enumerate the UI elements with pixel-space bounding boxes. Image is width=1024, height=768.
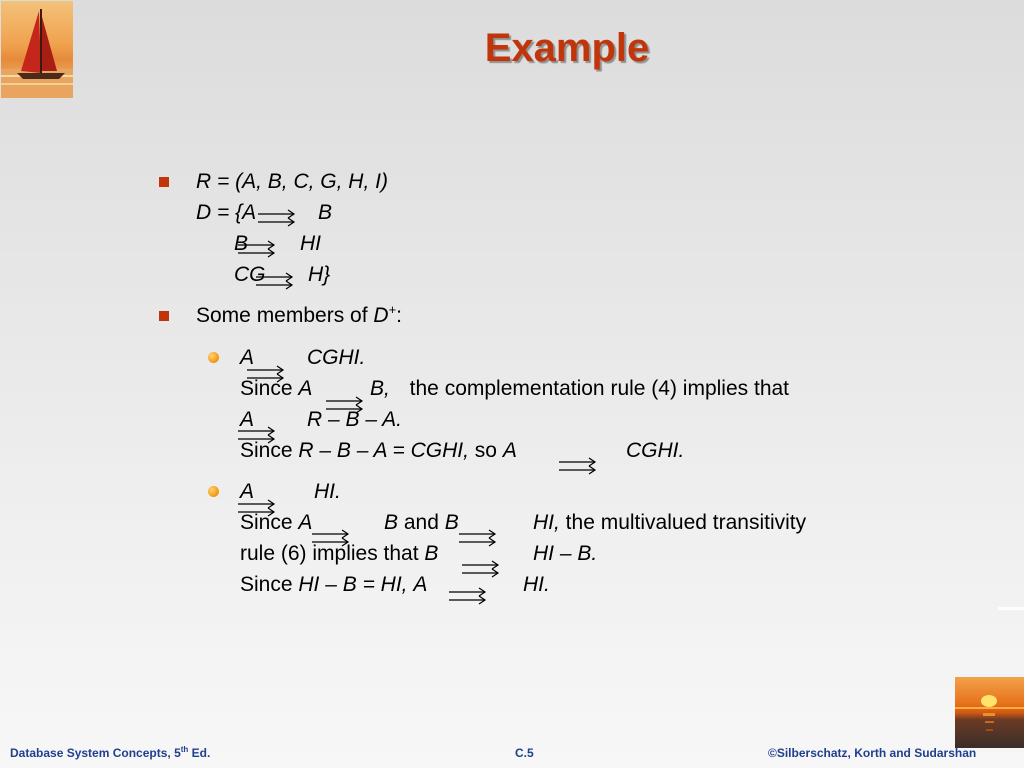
double-arrow-icon [459, 530, 495, 546]
sub2-hi: HI. [314, 480, 341, 503]
relation-definition: R = (A, B, C, G, H, I) [196, 170, 388, 193]
double-arrow-icon [449, 588, 485, 604]
sub1-b: B, [370, 377, 390, 400]
sub2-since-line: Since A [240, 511, 313, 534]
slide-title: Example [484, 26, 650, 70]
double-arrow-icon [326, 397, 362, 413]
sub1-rba: R – B – A. [307, 408, 402, 431]
sub1-cghi2: CGHI. [626, 439, 685, 462]
footer-book-title: Database System Concepts, 5th Ed. [10, 745, 211, 760]
sub1-a: A [240, 346, 255, 369]
dependency-rhs-hi: HI [300, 232, 321, 255]
double-arrow-icon [256, 273, 292, 289]
double-arrow-icon [238, 241, 274, 257]
members-heading: Some members of D+: [196, 302, 403, 327]
sub1-since-line: Since A [240, 377, 313, 400]
double-arrow-icon [238, 427, 274, 443]
footer-copyright: ©Silberschatz, Korth and Sudarshan [768, 746, 977, 760]
sub2-since-line2: Since HI – B = HI, A [240, 573, 428, 596]
sub1-cghi: CGHI. [307, 346, 366, 369]
sub2-hi-end: HI. [523, 573, 550, 596]
double-arrow-icon [462, 561, 498, 577]
dependency-set-open: D = {A [196, 201, 257, 224]
sub2-rule-line: rule (6) implies that B [240, 542, 439, 565]
dependency-rhs-b: B [318, 201, 333, 224]
dependency-lhs-cg: CG [234, 263, 266, 286]
dependency-rhs-h: H} [308, 263, 331, 286]
double-arrow-icon [247, 366, 283, 382]
sub1-a-line3: A [240, 408, 255, 431]
double-arrow-icon [312, 530, 348, 546]
double-arrow-icon [559, 458, 595, 474]
dependency-lhs-b: B [234, 232, 249, 255]
sub1-complementation: the complementation rule (4) implies that [398, 377, 790, 400]
sub2-a: A [240, 480, 255, 503]
sub2-b-and-b: B and B [384, 511, 459, 534]
double-arrow-icon [238, 500, 274, 516]
sub2-transitivity: HI, the multivalued transitivity [533, 511, 807, 534]
footer-slide-number: C.5 [515, 746, 534, 760]
sub1-since-line2: Since R – B – A = CGHI, so A [240, 439, 517, 462]
double-arrow-icon [258, 210, 294, 226]
sub2-hi-minus-b: HI – B. [533, 542, 598, 565]
